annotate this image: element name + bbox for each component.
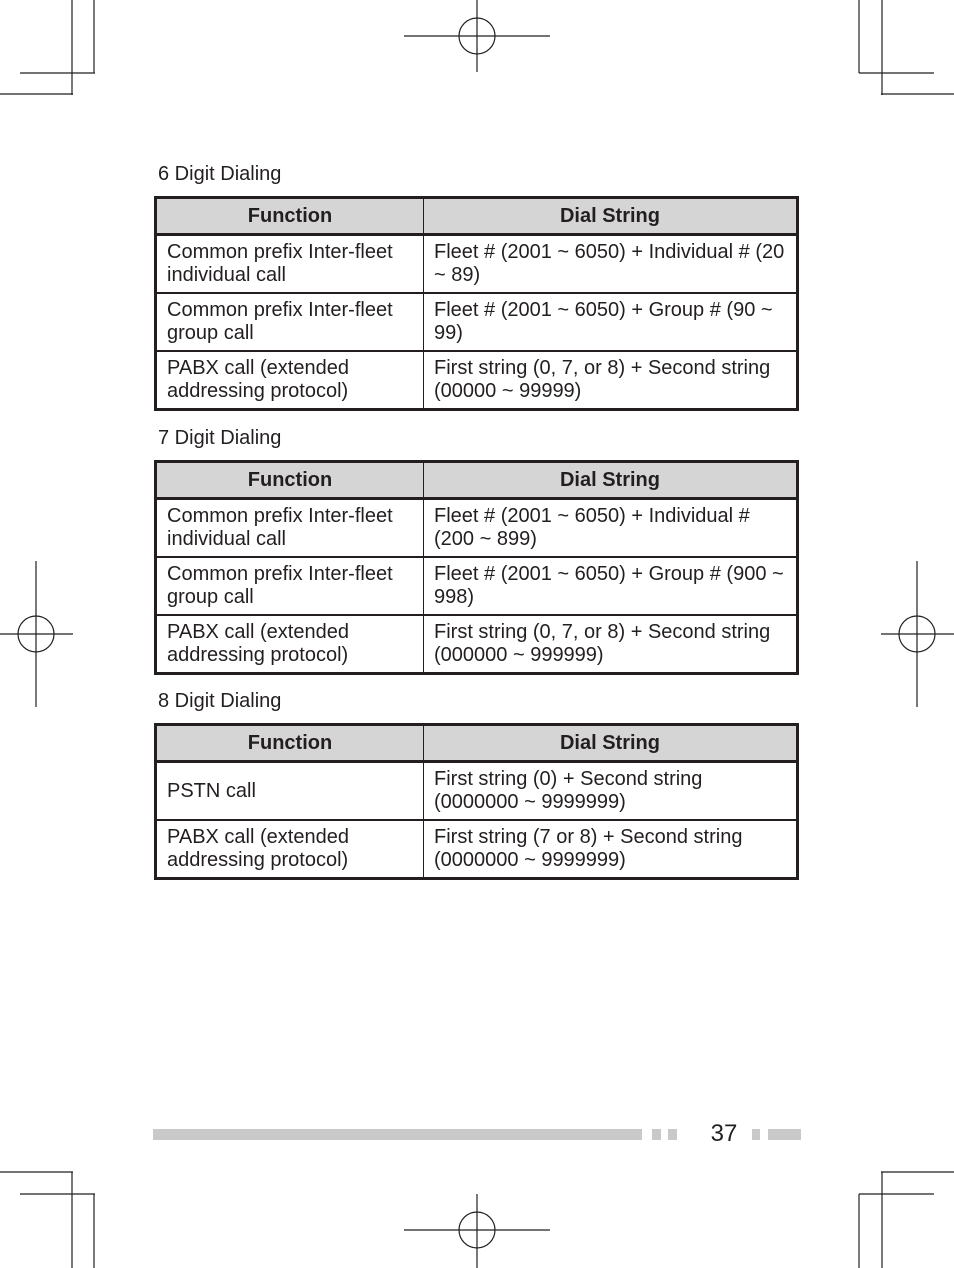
footer-bar-right bbox=[768, 1129, 801, 1140]
header-dial-string: Dial String bbox=[424, 462, 798, 499]
cell-function: PABX call (extended addressing protocol) bbox=[156, 820, 424, 879]
table-header-row bbox=[156, 725, 798, 762]
table-row bbox=[156, 293, 798, 351]
cell-dial-string: First string (0) + Second string (0000000 ~ 9999999) bbox=[424, 762, 798, 821]
cell-dial-string: First string (0, 7, or 8) + Second string (00000 ~ 99999) bbox=[434, 357, 771, 402]
table-row bbox=[156, 557, 798, 615]
table-7-digit-dialing bbox=[154, 460, 799, 675]
cell-dial-string: Fleet # (2001 ~ 6050) + Individual # (20 ~ 89) bbox=[424, 235, 798, 294]
section-title-8-digit: 8 Digit Dialing bbox=[158, 690, 282, 712]
table-header-row bbox=[156, 462, 798, 499]
table-row bbox=[156, 235, 798, 294]
table-row bbox=[156, 615, 798, 674]
cell-function: PABX call (extended addressing protocol) bbox=[156, 351, 424, 410]
table-6-digit-dialing bbox=[154, 196, 799, 411]
table-8-digit-dialing bbox=[154, 723, 799, 880]
cell-dial-string: First string (0, 7, or 8) + Second string (000000 ~ 999999) bbox=[434, 621, 771, 666]
cell-dial-string: First string (7 or 8) + Second string (0000000 ~ 9999999) bbox=[434, 826, 743, 871]
header-dial-string: Dial String bbox=[424, 725, 798, 762]
section-title-6-digit: 6 Digit Dialing bbox=[158, 163, 282, 185]
table-header-row bbox=[156, 198, 798, 235]
cell-function: Common prefix Inter-fleet individual call bbox=[156, 235, 424, 294]
cell-function: PSTN call bbox=[156, 762, 424, 821]
cell-function: Common prefix Inter-fleet group call bbox=[156, 557, 424, 615]
table-row bbox=[156, 762, 798, 821]
cell-dial-string: Fleet # (2001 ~ 6050) + Individual # (200 ~ 899) bbox=[424, 499, 798, 558]
header-function: Function bbox=[156, 725, 424, 762]
page-number: 37 bbox=[710, 1120, 738, 1147]
footer-square bbox=[652, 1129, 661, 1140]
cell-function: Common prefix Inter-fleet group call bbox=[156, 293, 424, 351]
footer-square bbox=[752, 1129, 760, 1140]
header-function: Function bbox=[156, 462, 424, 499]
cell-function: PABX call (extended addressing protocol) bbox=[156, 615, 424, 674]
header-function: Function bbox=[156, 198, 424, 235]
table-row bbox=[156, 820, 798, 879]
footer-square bbox=[668, 1129, 677, 1140]
section-title-7-digit: 7 Digit Dialing bbox=[158, 427, 282, 449]
table-row bbox=[156, 499, 798, 558]
cell-function: Common prefix Inter-fleet individual call bbox=[156, 499, 424, 558]
cell-dial-string: Fleet # (2001 ~ 6050) + Group # (900 ~ 998) bbox=[424, 557, 798, 615]
header-dial-string: Dial String bbox=[424, 198, 798, 235]
footer-bar-left bbox=[153, 1129, 642, 1140]
cell-dial-string: Fleet # (2001 ~ 6050) + Group # (90 ~ 99) bbox=[424, 293, 798, 351]
table-row bbox=[156, 351, 798, 410]
